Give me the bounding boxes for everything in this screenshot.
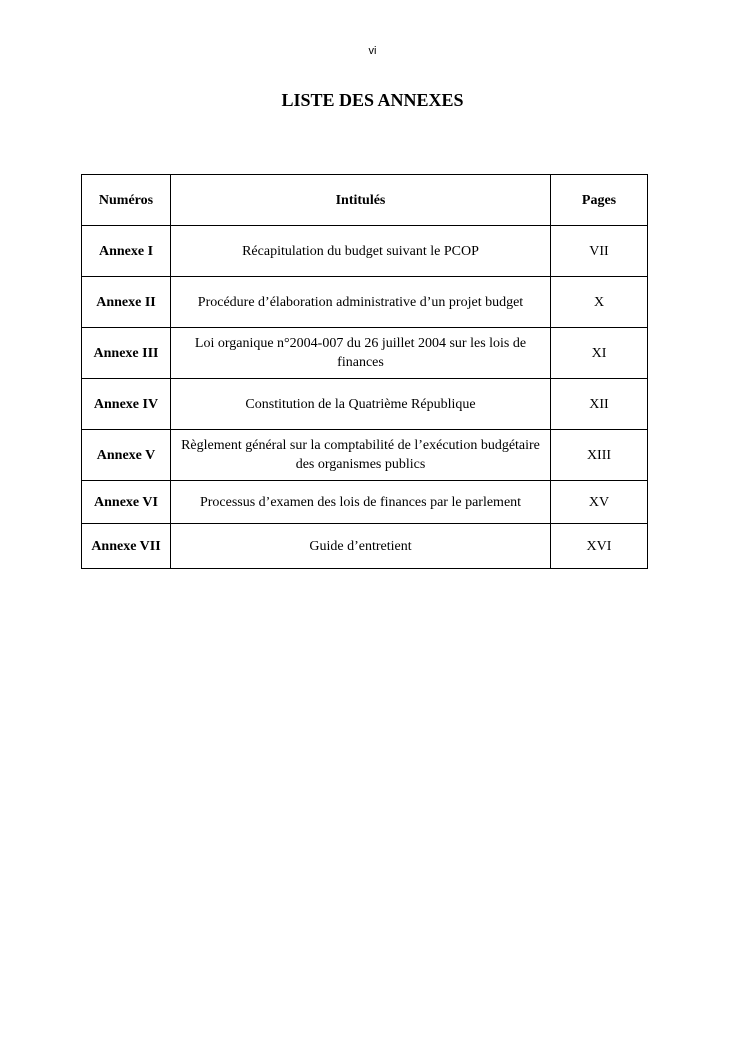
table-header-row: [82, 175, 648, 226]
annex-page: XII: [551, 379, 648, 430]
page-number: vi: [368, 45, 377, 57]
annex-page: XVI: [551, 524, 648, 569]
annex-page: XV: [551, 481, 648, 524]
annex-title: Procédure d’élaboration administrative d’un projet budget: [171, 277, 551, 328]
table-row: [82, 226, 648, 277]
annex-number: Annexe II: [82, 277, 171, 328]
annex-number: Annexe III: [82, 328, 171, 379]
table-row: [82, 430, 648, 481]
annex-number: Annexe VII: [82, 524, 171, 569]
page-title: LISTE DES ANNEXES: [281, 90, 464, 110]
header-number: Numéros: [82, 175, 171, 226]
header-title: Intitulés: [171, 175, 551, 226]
table-row: [82, 524, 648, 569]
annex-title: Récapitulation du budget suivant le PCOP: [171, 226, 551, 277]
annex-page: VII: [551, 226, 648, 277]
annex-page: XIII: [551, 430, 648, 481]
annex-number: Annexe V: [82, 430, 171, 481]
annex-title: Constitution de la Quatrième République: [171, 379, 551, 430]
annex-title: Processus d’examen des lois de finances par le parlement: [171, 481, 551, 524]
annex-title: Guide d’entretient: [171, 524, 551, 569]
annex-page: X: [551, 277, 648, 328]
annex-number: Annexe I: [82, 226, 171, 277]
table-row: [82, 481, 648, 524]
table-row: [82, 379, 648, 430]
annex-page: XI: [551, 328, 648, 379]
table-row: [82, 277, 648, 328]
table-row: [82, 328, 648, 379]
annex-number: Annexe VI: [82, 481, 171, 524]
annex-table: [81, 174, 648, 569]
header-pages: Pages: [551, 175, 648, 226]
annex-number: Annexe IV: [82, 379, 171, 430]
annex-title: Règlement général sur la comptabilité de l’exécution budgétaire des organismes publics: [171, 430, 551, 481]
annex-title: Loi organique n°2004-007 du 26 juillet 2004 sur les lois de finances: [171, 328, 551, 379]
